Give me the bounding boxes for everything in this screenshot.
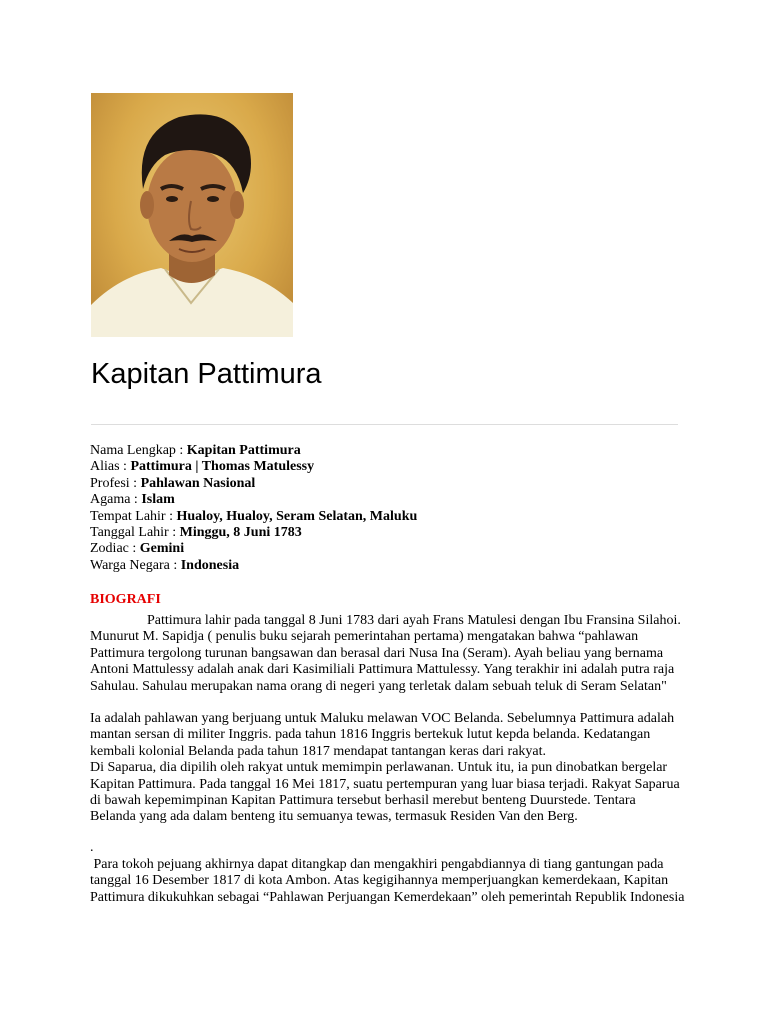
biography-paragraph-2: [90, 711, 690, 826]
paragraph-line: .: [90, 840, 94, 855]
fact-warga-negara: [90, 558, 690, 574]
fact-label: Agama :: [90, 492, 142, 508]
fact-label: Warga Negara :: [90, 557, 181, 573]
paragraph-line: Kapitan Pattimura. Pada tanggal 16 Mei 1817, suatu pertempuran yang luar biasa terjadi. Rakyat Saparua: [90, 776, 680, 792]
fact-value: Islam: [141, 492, 175, 508]
paragraph-line: Sahulau. Sahulau merupakan nama orang di negeri yang terletak dalam sebuah teluk di Seram Selatan": [90, 678, 667, 694]
paragraph-line: tanggal 16 Desember 1817 di kota Ambon. Atas kegigihannya memperjuangkan kemerdekaan, Kapitan: [90, 873, 669, 889]
fact-value: Hualoy, Hualoy, Seram Selatan, Maluku: [176, 508, 418, 524]
section-heading-biografi: BIOGRAFI: [90, 592, 161, 607]
paragraph-line: Pattimura lahir pada tanggal 8 Juni 1783 dari ayah Frans Matulesi dengan Ibu Fransina Silahoi.: [147, 613, 681, 628]
paragraph-line: Pattimura dikukuhkan sebagai “Pahlawan Perjuangan Kemerdekaan” oleh pemerintah Republik Indonesia: [90, 889, 685, 905]
fact-label: Tanggal Lahir :: [90, 525, 180, 541]
fact-value: Pattimura | Thomas Matulessy: [130, 459, 315, 475]
biography-paragraph-3: [90, 857, 690, 906]
paragraph-line: di bawah kepemimpinan Kapitan Pattimura tersebut berhasil merebut benteng Duurstede. Tentara: [90, 793, 636, 809]
fact-label: Zodiac :: [90, 541, 140, 557]
fact-tempat-lahir: [90, 509, 690, 525]
portrait-image: [91, 93, 293, 337]
fact-label: Profesi :: [90, 475, 141, 491]
profile-facts: [90, 443, 690, 574]
paragraph-line: kembali kolonial Belanda pada tahun 1817 mendapat tantangan keras dari rakyat.: [90, 743, 547, 759]
fact-value: Pahlawan Nasional: [140, 475, 256, 491]
divider: [91, 424, 678, 425]
fact-value: Kapitan Pattimura: [186, 443, 301, 458]
paragraph-line: Belanda yang ada dalam benteng itu semuanya tewas, termasuk Residen Van den Berg.: [90, 809, 578, 825]
fact-profesi: [90, 476, 690, 492]
paragraph-line: Di Saparua, dia dipilih oleh rakyat untuk memimpin perlawanan. Untuk itu, ia pun dinobatkan bergelar: [90, 760, 668, 776]
paragraph-line: Ia adalah pahlawan yang berjuang untuk Maluku melawan VOC Belanda. Sebelumnya Pattimura adalah: [90, 711, 675, 726]
fact-nama-lengkap: [90, 443, 690, 459]
fact-label: Alias :: [90, 459, 131, 475]
paragraph-line: mantan sersan di militer Inggris. pada tahun 1816 Inggris bertekuk lutut kepda belanda. Kedatangan: [90, 727, 651, 743]
paragraph-line: Munurut M. Sapidja ( penulis buku sejarah pemerintahan pertama) mengatakan bahwa “pahlawan: [90, 629, 639, 645]
fact-value: Gemini: [139, 541, 185, 557]
fact-zodiac: [90, 541, 690, 557]
paragraph-line: Pattimura tergolong turunan bangsawan dan berasal dari Nusa Ina (Seram). Ayah beliau yang bernama: [90, 645, 664, 661]
fact-agama: [90, 492, 690, 508]
fact-label: Tempat Lahir :: [90, 508, 177, 524]
separator-dot: [90, 840, 690, 856]
fact-alias: [90, 459, 690, 475]
page-title: Kapitan Pattimura: [91, 358, 322, 390]
fact-value: Indonesia: [180, 557, 240, 573]
fact-tanggal-lahir: [90, 525, 690, 541]
biography-paragraph-1: [90, 613, 690, 695]
fact-value: Minggu, 8 Juni 1783: [179, 525, 302, 541]
paragraph-line: Antoni Mattulessy adalah anak dari Kasimiliali Pattimura Mattulessy. Yang terakhir ini adalah putra raja: [90, 662, 675, 678]
fact-label: Nama Lengkap :: [90, 443, 187, 458]
paragraph-line: Para tokoh pejuang akhirnya dapat ditangkap dan mengakhiri pengabdiannya di tiang gantungan pada: [90, 857, 664, 872]
